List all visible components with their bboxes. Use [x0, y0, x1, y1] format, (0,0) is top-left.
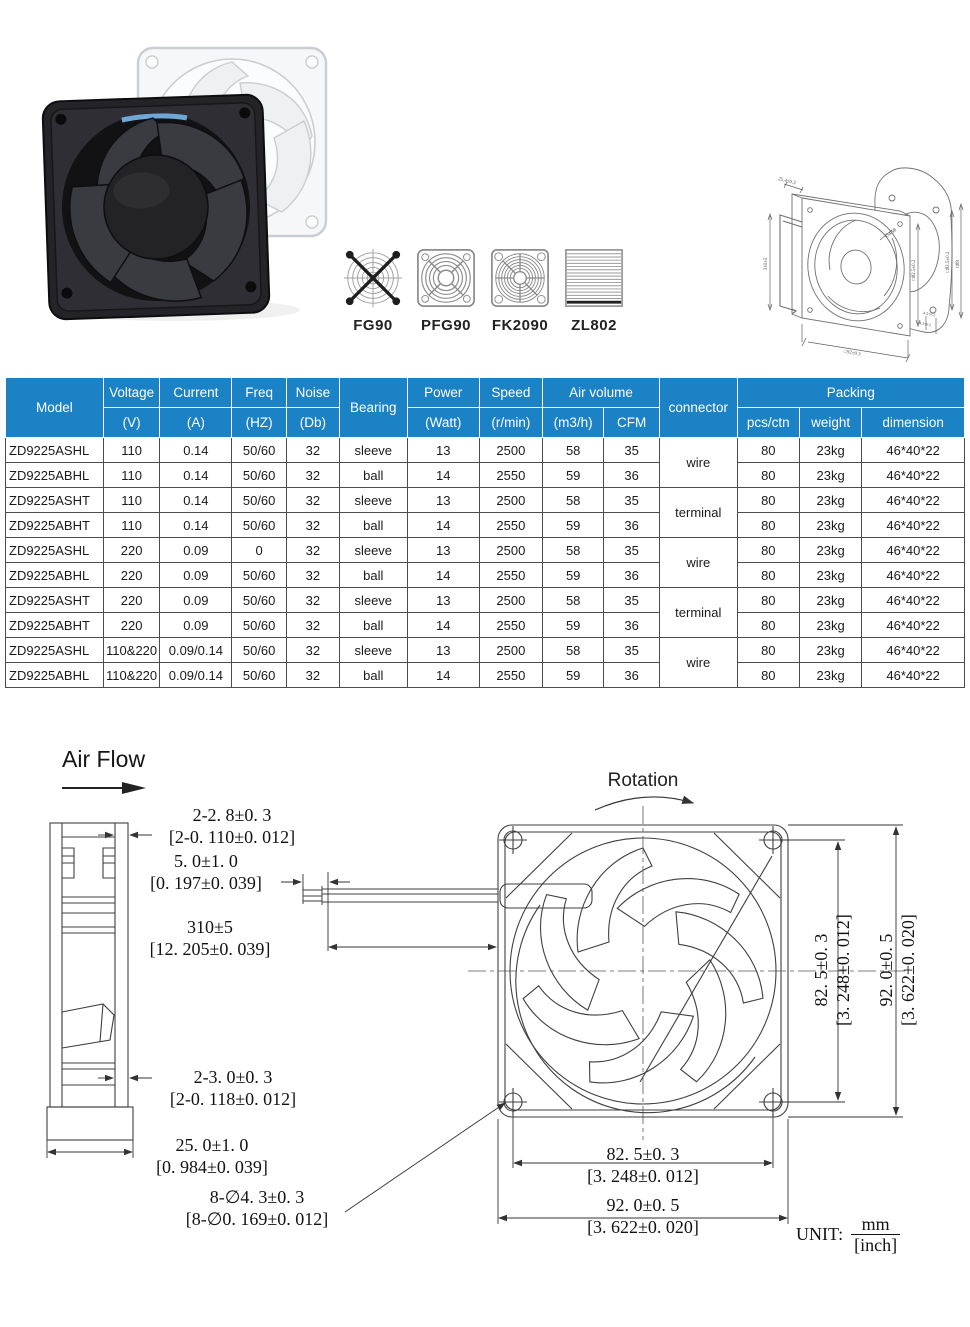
cell: 32: [286, 513, 339, 538]
col-header-bearing: Bearing: [339, 378, 407, 438]
wire-fan-guard-icon: [342, 246, 404, 310]
iso-wire-dim: 310±5: [764, 257, 769, 271]
cell: 50/60: [232, 463, 287, 488]
cell: 0.09: [160, 538, 232, 563]
cell: 50/60: [232, 563, 287, 588]
cell: 80: [737, 563, 799, 588]
cell: 2500: [479, 488, 542, 513]
cell: 35: [604, 638, 660, 663]
strut-line: [640, 856, 772, 1082]
model-cell: ZD9225ASHL: [6, 438, 104, 463]
col-header-air-cfm: CFM: [604, 408, 660, 438]
dim-mm: 82. 5±0. 3: [811, 933, 831, 1007]
airflow-arrow: [62, 782, 146, 794]
dim-frame-horizontal: [528, 1194, 758, 1238]
col-header-air-m3h: (m3/h): [542, 408, 603, 438]
cell: 35: [604, 488, 660, 513]
col-header-pcs: pcs/ctn: [737, 408, 799, 438]
accessory-label: FK2090: [491, 317, 549, 334]
cell: sleeve: [339, 488, 407, 513]
iso-plate-dim: □89: [956, 259, 961, 269]
cell: 46*40*22: [862, 463, 965, 488]
col-header-freq-unit: (HZ): [232, 408, 287, 438]
spec-table: [5, 377, 965, 688]
model-cell: ZD9225ASHL: [6, 538, 104, 563]
dim-mm: 2-3. 0±0. 3: [193, 1067, 273, 1087]
impeller-blades: [506, 843, 778, 1111]
cell: 110: [103, 513, 160, 538]
cell: 59: [542, 663, 603, 688]
cell: 14: [407, 513, 479, 538]
unit-note: [796, 1214, 900, 1255]
table-row: [6, 613, 965, 638]
table-row: [6, 438, 965, 463]
cell: 13: [407, 638, 479, 663]
cell: 46*40*22: [862, 613, 965, 638]
cell: 110&220: [103, 638, 160, 663]
iso-mounting-drawing: [740, 158, 970, 366]
cell: 32: [286, 613, 339, 638]
cell: 46*40*22: [862, 488, 965, 513]
lead-wire: [303, 886, 498, 905]
cell: 14: [407, 563, 479, 588]
connector-cell: wire: [659, 438, 737, 488]
dim-inch: [3. 622±0. 020]: [898, 914, 918, 1026]
col-header-power: Power: [407, 378, 479, 408]
cell: 2550: [479, 513, 542, 538]
cell: 80: [737, 513, 799, 538]
cell: 80: [737, 488, 799, 513]
table-row: [6, 463, 965, 488]
dim-inch: [3. 248±0. 012]: [587, 1166, 699, 1186]
dim-inch: [0. 984±0. 039]: [156, 1157, 268, 1177]
col-header-current: Current: [160, 378, 232, 408]
dim-mm: 92. 0±0. 5: [876, 933, 896, 1007]
accessory-label: ZL802: [571, 317, 617, 334]
airflow-label: Air Flow: [62, 746, 146, 772]
model-cell: ZD9225ABHL: [6, 663, 104, 688]
cell: 80: [737, 538, 799, 563]
cell: 46*40*22: [862, 663, 965, 688]
accessory-label: FG90: [353, 317, 393, 334]
cell: 36: [604, 463, 660, 488]
cell: 46*40*22: [862, 638, 965, 663]
dim-holes: [142, 1186, 372, 1230]
cell: 2500: [479, 638, 542, 663]
table-row: [6, 588, 965, 613]
cell: 110: [103, 463, 160, 488]
cell: 23kg: [799, 588, 861, 613]
cell: 59: [542, 513, 603, 538]
col-header-freq: Freq: [232, 378, 287, 408]
accessory-zl802: [557, 246, 631, 334]
cell: 50/60: [232, 588, 287, 613]
cell: 14: [407, 613, 479, 638]
model-cell: ZD9225ABHL: [6, 563, 104, 588]
dim-hole-pitch-vertical: [810, 855, 854, 1085]
cell: 80: [737, 638, 799, 663]
dim-mm: 8-∅4. 3±0. 3: [209, 1187, 305, 1207]
table-row: [6, 638, 965, 663]
cell: 23kg: [799, 513, 861, 538]
cell: 58: [542, 588, 603, 613]
cell: 13: [407, 538, 479, 563]
dim-inch: [8-∅0. 169±0. 012]: [185, 1209, 329, 1229]
cell: 46*40*22: [862, 513, 965, 538]
cell: 2550: [479, 613, 542, 638]
blade-profile: [62, 1004, 114, 1048]
cell: 80: [737, 463, 799, 488]
cell: 36: [604, 563, 660, 588]
cell: 23kg: [799, 538, 861, 563]
unit-fraction: [851, 1214, 900, 1255]
cell: 110: [103, 488, 160, 513]
cell: 32: [286, 438, 339, 463]
col-header-model: Model: [6, 378, 104, 438]
spec-table-body: [6, 438, 965, 688]
cell: 2550: [479, 563, 542, 588]
cell: 35: [604, 438, 660, 463]
iso-holes-front-dim: □82.5±0.2: [912, 259, 917, 281]
cell: 220: [103, 613, 160, 638]
cell: 50/60: [232, 438, 287, 463]
model-cell: ZD9225ASHT: [6, 488, 104, 513]
unit-mm: mm: [861, 1214, 890, 1234]
cell: 50/60: [232, 638, 287, 663]
cell: 0.14: [160, 488, 232, 513]
dim-flange: [117, 804, 347, 848]
cell: 0: [232, 538, 287, 563]
dim-mm: 92. 0±0. 5: [606, 1195, 680, 1215]
col-header-air-volume: Air volume: [542, 378, 659, 408]
dim-hole-pitch-horizontal: [528, 1143, 758, 1187]
table-row: [6, 513, 965, 538]
model-cell: ZD9225ASHL: [6, 638, 104, 663]
cell: 46*40*22: [862, 438, 965, 463]
iso-lead-wire: [780, 215, 802, 314]
iso-hole-dia-dim: ∅4.98: [884, 228, 898, 240]
iso-frame-dim: □92±0.3: [843, 349, 861, 358]
cell: 36: [604, 513, 660, 538]
plastic-fan-guard-icon: [415, 246, 477, 310]
dim-mm: 2-2. 8±0. 3: [192, 805, 272, 825]
cell: 14: [407, 663, 479, 688]
table-row: [6, 538, 965, 563]
cell: 0.09: [160, 613, 232, 638]
model-cell: ZD9225ABHL: [6, 463, 104, 488]
cell: 0.14: [160, 463, 232, 488]
cell: 59: [542, 613, 603, 638]
cell: 58: [542, 438, 603, 463]
unit-label: UNIT:: [796, 1224, 844, 1244]
cell: 220: [103, 538, 160, 563]
dim-strip: [91, 850, 321, 894]
cell: 0.09/0.14: [160, 638, 232, 663]
cell: 46*40*22: [862, 563, 965, 588]
cell: 32: [286, 588, 339, 613]
dim-frame-vertical: [875, 855, 919, 1085]
accessory-fg90: [336, 246, 410, 334]
dim-mm: 25. 0±1. 0: [175, 1135, 249, 1155]
cell: 35: [604, 538, 660, 563]
cell: 2550: [479, 663, 542, 688]
accessory-pfg90: [409, 246, 483, 334]
cell: 58: [542, 538, 603, 563]
cell: 50/60: [232, 513, 287, 538]
cell: 23kg: [799, 463, 861, 488]
cell: 80: [737, 588, 799, 613]
cell: ball: [339, 663, 407, 688]
col-header-voltage-unit: (V): [103, 408, 160, 438]
cell: 0.09: [160, 563, 232, 588]
cell: sleeve: [339, 438, 407, 463]
dim-depth: [97, 1134, 327, 1178]
connector-cell: terminal: [659, 588, 737, 638]
dim-mm: 5. 0±1. 0: [174, 851, 238, 871]
cell: 220: [103, 563, 160, 588]
cell: 80: [737, 613, 799, 638]
col-header-packing: Packing: [737, 378, 964, 408]
cell: 46*40*22: [862, 538, 965, 563]
cell: 50/60: [232, 663, 287, 688]
cell: 32: [286, 488, 339, 513]
dim-inch: [2-0. 110±0. 012]: [168, 827, 296, 847]
cell: 58: [542, 488, 603, 513]
louver-grille-icon: [563, 246, 625, 310]
cell: 23kg: [799, 613, 861, 638]
rotation-label: Rotation: [607, 770, 679, 791]
cell: 32: [286, 563, 339, 588]
rotation-arrow: [595, 797, 693, 810]
cell: 2500: [479, 438, 542, 463]
cell: ball: [339, 463, 407, 488]
cell: 13: [407, 488, 479, 513]
dim-inch: [0. 197±0. 039]: [150, 873, 262, 893]
cell: 59: [542, 563, 603, 588]
dim-inch: [12. 205±0. 039]: [149, 939, 271, 959]
cell: 2500: [479, 538, 542, 563]
cell: 2550: [479, 463, 542, 488]
cell: sleeve: [339, 538, 407, 563]
col-header-noise: Noise: [286, 378, 339, 408]
cell: 23kg: [799, 488, 861, 513]
cell: 0.14: [160, 513, 232, 538]
cell: 35: [604, 588, 660, 613]
cell: 110&220: [103, 663, 160, 688]
cell: ball: [339, 563, 407, 588]
iso-t2-dim: 4.3±0.2: [918, 320, 932, 328]
cell: 13: [407, 438, 479, 463]
cell: 46*40*22: [862, 588, 965, 613]
cell: 220: [103, 588, 160, 613]
cell: ball: [339, 513, 407, 538]
front-fan: [42, 94, 269, 320]
iso-fan-body: [792, 194, 913, 336]
dim-mm: 82. 5±0. 3: [606, 1144, 680, 1164]
dim-inch: [3. 622±0. 020]: [587, 1217, 699, 1237]
impeller-sweep: [516, 905, 755, 1113]
col-header-connector: connector: [659, 378, 737, 438]
model-cell: ZD9225ABHT: [6, 613, 104, 638]
cell: 32: [286, 663, 339, 688]
accessory-fk2090: [483, 246, 557, 334]
cell: 59: [542, 463, 603, 488]
iso-t1-dim: 4.5±0.2: [922, 310, 936, 318]
cell: 80: [737, 438, 799, 463]
col-header-speed-unit: (r/min): [479, 408, 542, 438]
connector-cell: terminal: [659, 488, 737, 538]
unit-inch: [inch]: [851, 1234, 900, 1255]
table-row: [6, 663, 965, 688]
cell: 50/60: [232, 488, 287, 513]
cell: 32: [286, 463, 339, 488]
cell: 23kg: [799, 663, 861, 688]
col-header-voltage: Voltage: [103, 378, 160, 408]
cell: 23kg: [799, 638, 861, 663]
model-cell: ZD9225ASHT: [6, 588, 104, 613]
cell: 0.09/0.14: [160, 663, 232, 688]
cell: 36: [604, 663, 660, 688]
dim-rib: [118, 1066, 348, 1110]
cell: 32: [286, 538, 339, 563]
cell: sleeve: [339, 588, 407, 613]
iso-holes-plate-dim: □82.5±0.2: [946, 251, 951, 273]
connector-cell: wire: [659, 638, 737, 688]
table-row: [6, 488, 965, 513]
accessory-label: PFG90: [420, 317, 472, 334]
dim-inch: [2-0. 118±0. 012]: [169, 1089, 297, 1109]
cell: 0.14: [160, 438, 232, 463]
col-header-current-unit: (A): [160, 408, 232, 438]
col-header-dimension: dimension: [862, 408, 965, 438]
col-header-speed: Speed: [479, 378, 542, 408]
col-header-noise-unit: (Db): [286, 408, 339, 438]
cell: 110: [103, 438, 160, 463]
col-header-weight: weight: [799, 408, 861, 438]
cell: 23kg: [799, 438, 861, 463]
cell: 80: [737, 663, 799, 688]
cell: 14: [407, 463, 479, 488]
connector-cell: wire: [659, 538, 737, 588]
cell: 2500: [479, 588, 542, 613]
cell: 50/60: [232, 613, 287, 638]
product-photo: [30, 40, 330, 325]
dim-wire-length: [95, 916, 325, 960]
cell: 23kg: [799, 563, 861, 588]
dim-mm: 310±5: [187, 917, 233, 937]
cell: 58: [542, 638, 603, 663]
dim-inch: [3. 248±0. 012]: [833, 914, 853, 1026]
cell: ball: [339, 613, 407, 638]
cell: 13: [407, 588, 479, 613]
cell: 0.09: [160, 588, 232, 613]
fan-filter-icon: [489, 246, 551, 310]
table-row: [6, 563, 965, 588]
cell: sleeve: [339, 638, 407, 663]
cell: 32: [286, 638, 339, 663]
model-cell: ZD9225ABHT: [6, 513, 104, 538]
col-header-power-unit: (Watt): [407, 408, 479, 438]
cell: 36: [604, 613, 660, 638]
iso-depth-dim: 25.4±0.3: [777, 177, 796, 187]
